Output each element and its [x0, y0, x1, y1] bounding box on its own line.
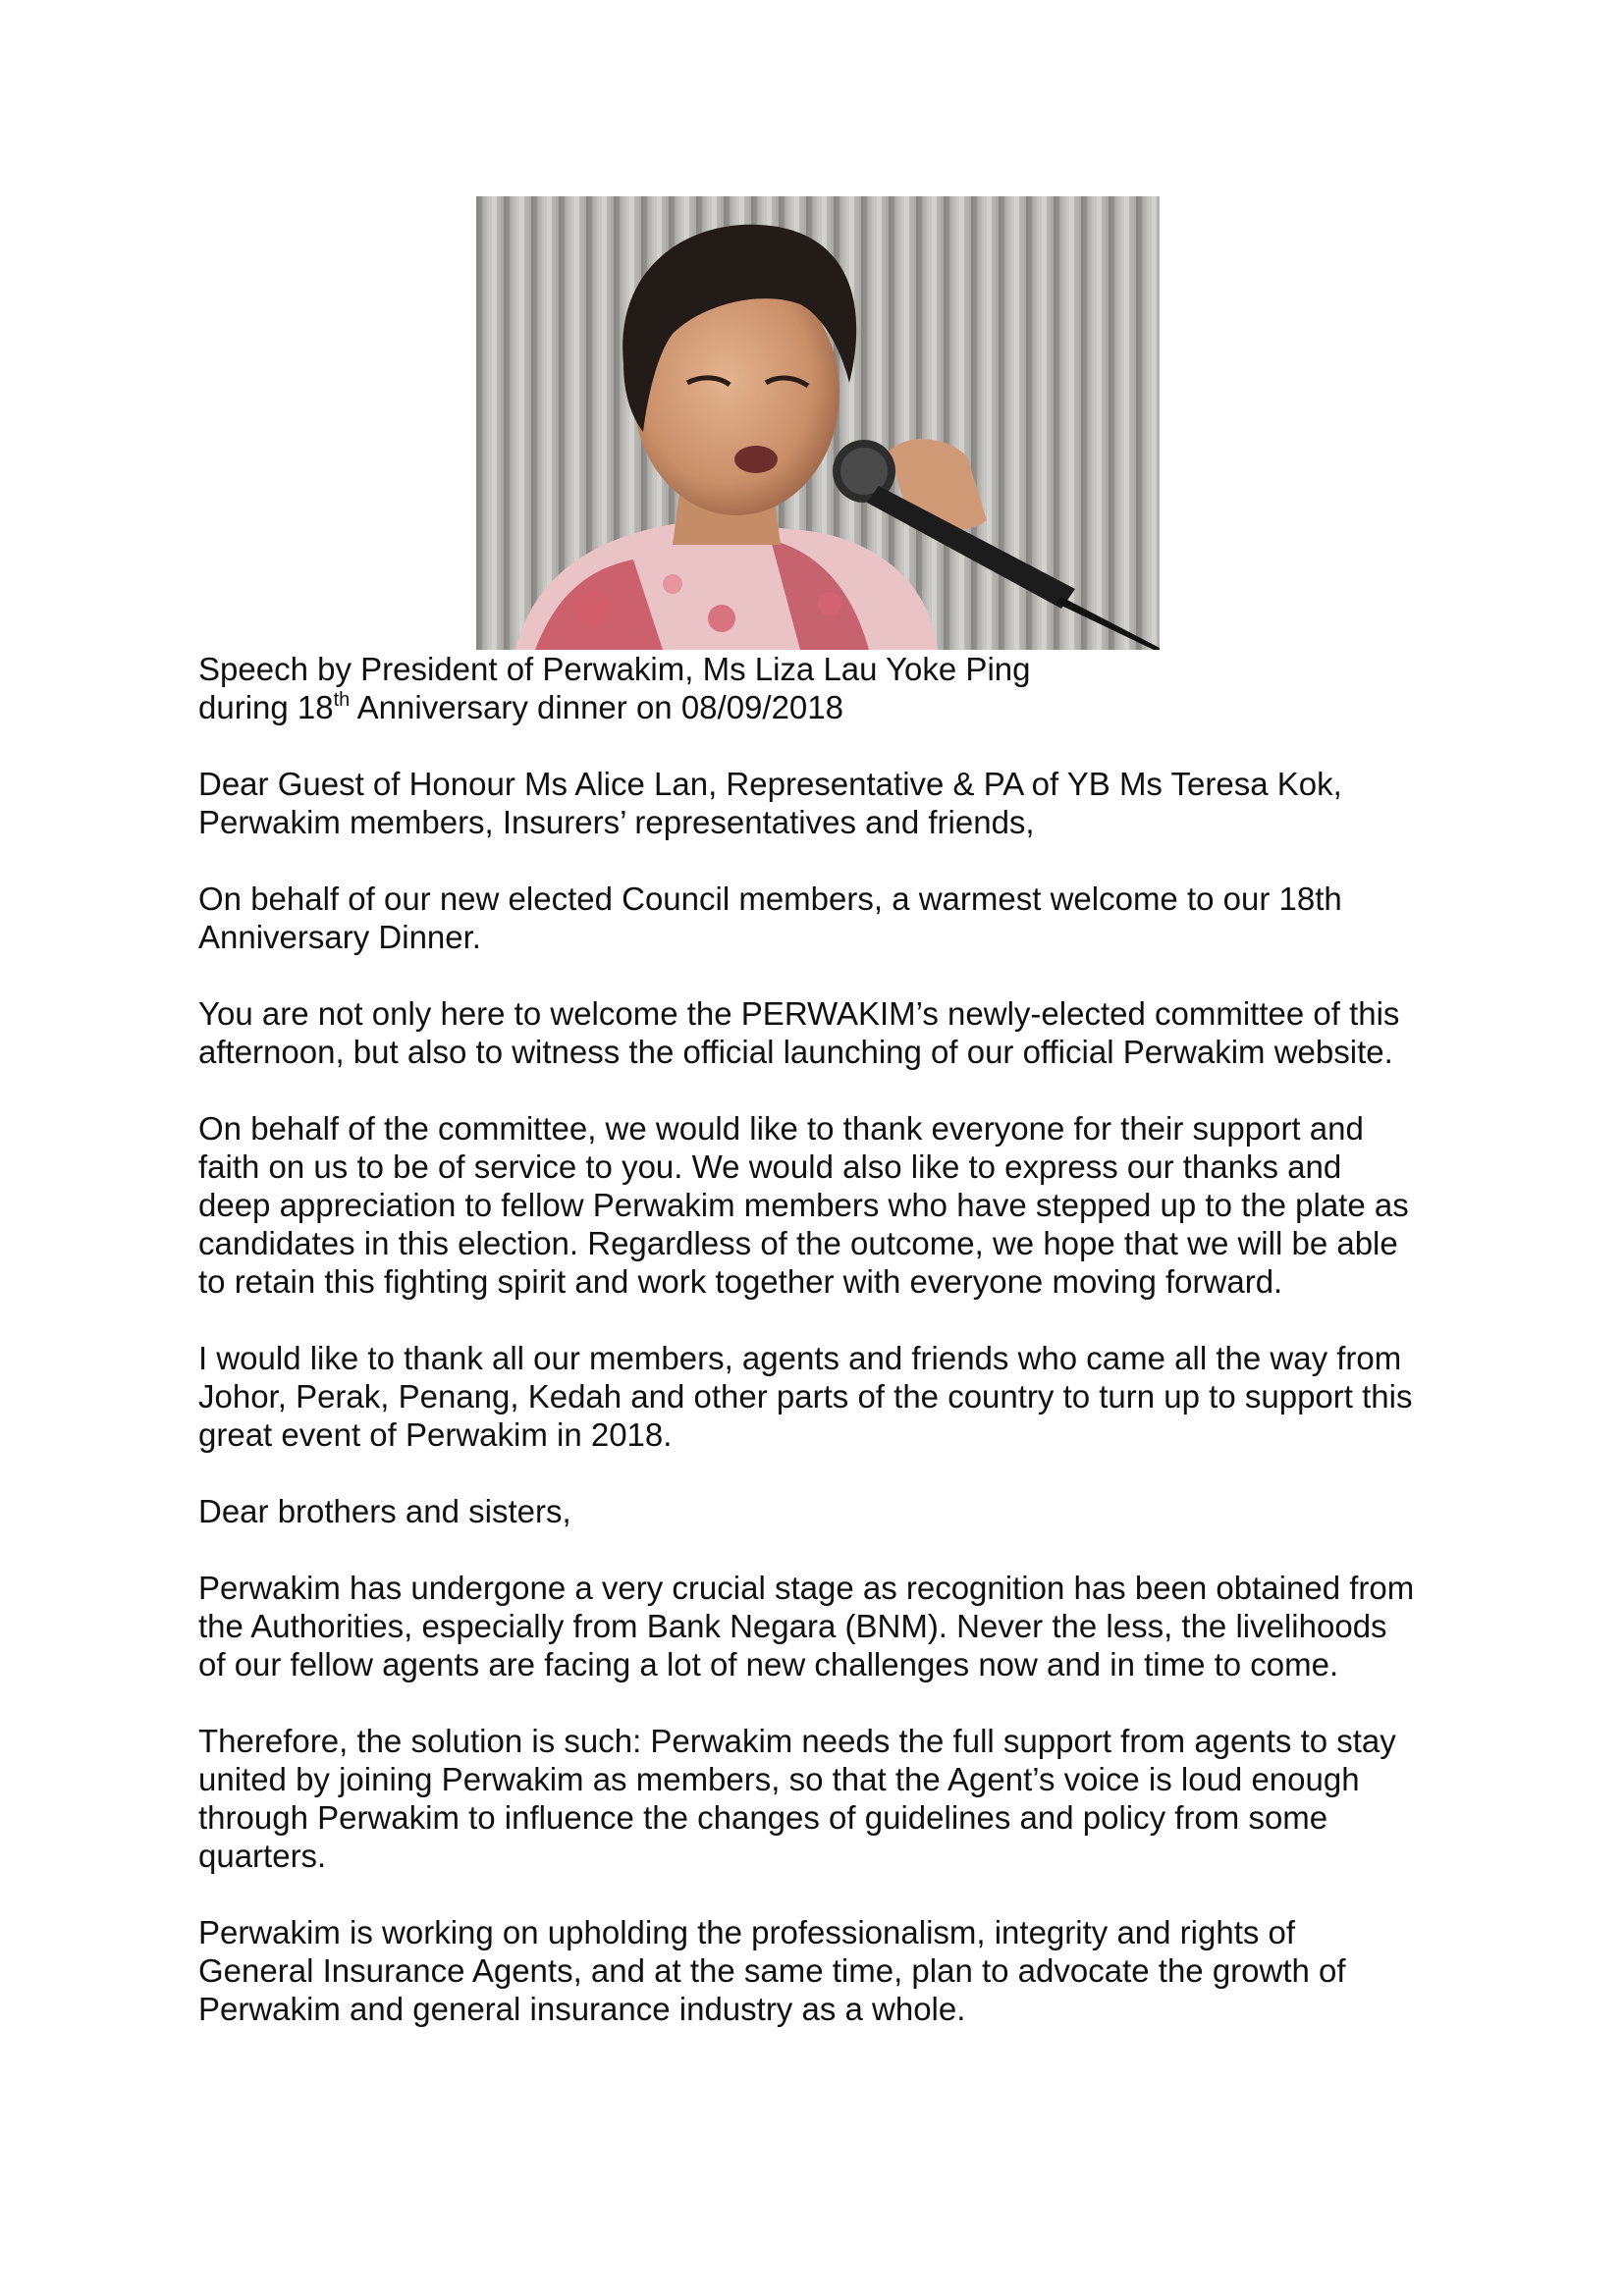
- text-line: Dear brothers and sisters,: [198, 1493, 571, 1529]
- caption-line: Speech by President of Perwakim, Ms Liza Lau Yoke Ping: [198, 651, 1031, 687]
- photo-caption: [198, 650, 1475, 726]
- caption-line: [198, 688, 1475, 726]
- paragraph-mission: [198, 1913, 1475, 2028]
- text-line: united by joining Perwakim as members, so that the Agent’s voice is loud enough: [198, 1761, 1360, 1797]
- paragraph-launch: [198, 994, 1475, 1071]
- text-line: Dear Guest of Honour Ms Alice Lan, Representative & PA of YB Ms Teresa Kok,: [198, 766, 1342, 802]
- paragraph-attendance: [198, 1339, 1475, 1454]
- text-line: Perwakim is working on upholding the professionalism, integrity and rights of: [198, 1914, 1296, 1950]
- text-line: of our fellow agents are facing a lot of new challenges now and in time to come.: [198, 1646, 1339, 1682]
- text-line: General Insurance Agents, and at the same time, plan to advocate the growth of: [198, 1952, 1346, 1989]
- ordinal-superscript: th: [333, 689, 351, 711]
- text-line: Perwakim has undergone a very crucial stage as recognition has been obtained from: [198, 1570, 1415, 1606]
- text-line: On behalf of our new elected Council members, a warmest welcome to our 18th: [198, 881, 1342, 917]
- caption-text: Anniversary dinner on 08/09/2018: [350, 689, 843, 725]
- paragraph-welcome: [198, 880, 1475, 956]
- text-line: great event of Perwakim in 2018.: [198, 1416, 673, 1453]
- text-line: through Perwakim to influence the changes of guidelines and policy from some: [198, 1799, 1328, 1836]
- text-line: to retain this fighting spirit and work together with everyone moving forward.: [198, 1263, 1283, 1300]
- text-line: deep appreciation to fellow Perwakim members who have stepped up to the plate as: [198, 1187, 1409, 1223]
- caption-text: during 18: [198, 689, 334, 725]
- text-line: On behalf of the committee, we would like to thank everyone for their support and: [198, 1110, 1364, 1147]
- paragraph-salutation: [198, 1492, 1475, 1530]
- paragraph-recognition: [198, 1569, 1475, 1683]
- speaker-photo: [476, 196, 1160, 650]
- text-line: Anniversary Dinner.: [198, 919, 481, 955]
- text-line: candidates in this election. Regardless of the outcome, we hope that we will be able: [198, 1225, 1398, 1261]
- text-line: Perwakim and general insurance industry as a whole.: [198, 1991, 966, 2027]
- speech-body: [198, 650, 1475, 2066]
- text-line: Johor, Perak, Penang, Kedah and other parts of the country to turn up to support this: [198, 1378, 1413, 1415]
- text-line: Therefore, the solution is such: Perwakim needs the full support from agents to stay: [198, 1723, 1396, 1759]
- text-line: faith on us to be of service to you. We would also like to express our thanks and: [198, 1148, 1342, 1185]
- text-line: You are not only here to welcome the PERWAKIM’s newly-elected committee of this: [198, 995, 1400, 1032]
- paragraph-thanks: [198, 1109, 1475, 1301]
- text-line: the Authorities, especially from Bank Negara (BNM). Never the less, the livelihoods: [198, 1608, 1387, 1644]
- text-line: afternoon, but also to witness the official launching of our official Perwakim website.: [198, 1034, 1393, 1070]
- text-line: quarters.: [198, 1838, 327, 1874]
- text-line: I would like to thank all our members, agents and friends who came all the way from: [198, 1340, 1402, 1376]
- paragraph-greeting: [198, 765, 1475, 841]
- text-line: Perwakim members, Insurers’ representatives and friends,: [198, 804, 1035, 840]
- paragraph-solution: [198, 1722, 1475, 1875]
